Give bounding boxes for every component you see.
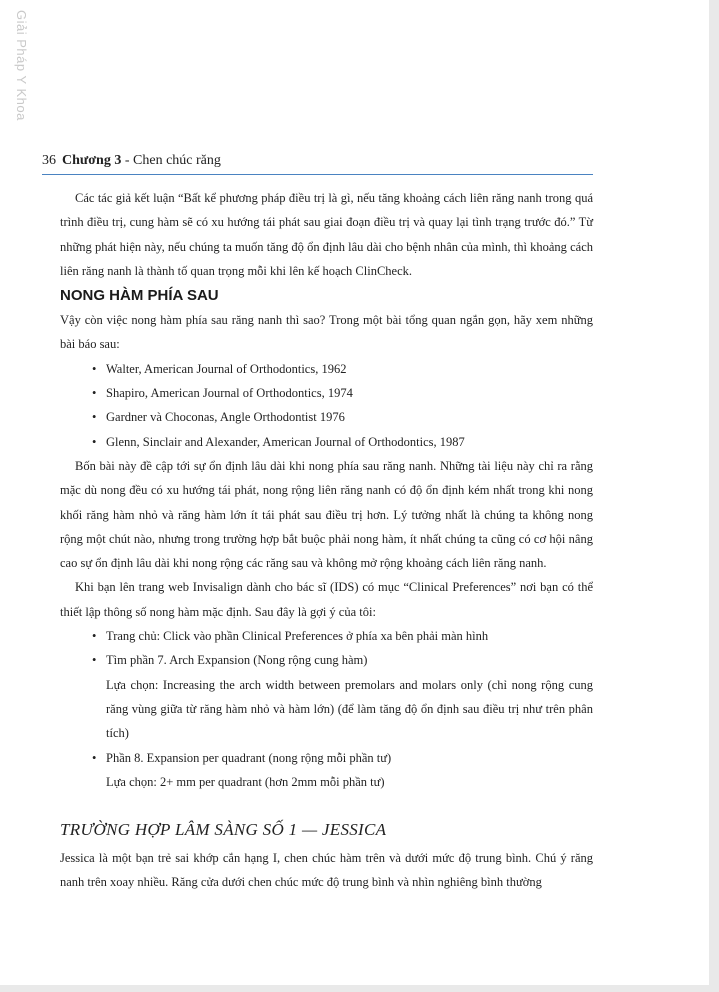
reference-item: • Glenn, Sinclair and Alexander, American Journal of Orthodontics, 1987 <box>106 430 593 454</box>
page-body <box>60 186 593 895</box>
header-rule <box>42 174 593 175</box>
paragraph-conclusion: Các tác giả kết luận “Bất kể phương pháp điều trị là gì, nếu tăng khoảng cách liên răng nanh trong quá trình điều trị, cung hàm sẽ có xu hướng tái phát sau giai đoạn điều trị và quay lại tình trạng trước đó.” Từ những phát hiện này, nếu chúng ta muốn tăng độ ổn định lâu dài cho bệnh nhân của mình, thì khoảng cách liên răng nanh là thành tố quan trọng mỗi khi lên kế hoạch ClinCheck. <box>60 191 593 278</box>
settings-item-arch-expansion: • Tìm phần 7. Arch Expansion (Nong rộng cung hàm) <box>106 648 593 672</box>
page-header <box>42 153 592 169</box>
settings-list-continued <box>60 746 593 770</box>
expansion-per-quadrant-choice: Lựa chọn: 2+ mm per quadrant (hơn 2mm mỗi phần tư) <box>106 774 385 789</box>
chapter-title: Chen chúc răng <box>133 153 221 168</box>
reference-item: • Walter, American Journal of Orthodontics, 1962 <box>106 357 593 381</box>
section-heading-clinical-case: TRƯỜNG HỢP LÂM SÀNG SỐ 1 — JESSICA <box>60 820 387 840</box>
chapter-label: Chương 3 <box>62 153 122 168</box>
settings-list <box>60 624 593 673</box>
reference-list <box>60 357 593 454</box>
paragraph-stability: Bốn bài này đề cập tới sự ổn định lâu dài khi nong phía sau răng nanh. Những tài liệu này chỉ ra rằng mặc dù nong đều có xu hướng tái phát, nong rộng liên răng nanh có độ ổn định kém nhất trong khi nong khối răng hàm nhỏ và răng hàm lớn ít tái phát sau điều trị hơn. Lý tưởng nhất là chúng ta không nong rộng một chút nào, nhưng trong trường hợp bắt buộc phải nong hàm, ít nhất chúng ta cũng có cơ hội nâng cao sự ổn định lâu dài khi nong rộng các răng sau và không mở rộng khoảng cách liên răng nanh. <box>60 458 593 571</box>
section-heading-posterior-expansion: NONG HÀM PHÍA SAU <box>60 287 219 305</box>
arch-expansion-choice: Lựa chọn: Increasing the arch width between premolars and molars only (chỉ nong rộng cung răng vùng giữa từ răng hàm nhỏ và hàm lớn) (để làm tăng độ ổn định sau điều trị như trên phân tích) <box>106 677 593 741</box>
page-number: 36 <box>42 153 56 168</box>
paragraph-case-description: Jessica là một bạn trẻ sai khớp cắn hạng I, chen chúc hàm trên và dưới mức độ trung bình. Chú ý răng nanh trên xoay nhiều. Răng cửa dưới chen chúc mức độ trung bình và nhìn nghiêng bình thường <box>60 851 593 890</box>
paragraph-intro-review: Vậy còn việc nong hàm phía sau răng nanh thì sao? Trong một bài tổng quan ngắn gọn, hãy xem những bài báo sau: <box>60 313 593 352</box>
settings-item-expansion-per-quadrant: • Phần 8. Expansion per quadrant (nong rộng mỗi phần tư) <box>106 746 593 770</box>
paragraph-ids-preferences: Khi bạn lên trang web Invisalign dành cho bác sĩ (IDS) có mục “Clinical Preferences” nơi bạn có thể thiết lập thông số nong hàm mặc định. Sau đây là gợi ý của tôi: <box>60 580 593 619</box>
reference-item: • Shapiro, American Journal of Orthodontics, 1974 <box>106 381 593 405</box>
header-separator: - <box>121 153 134 168</box>
side-watermark: Giải Pháp Y Khoa <box>14 10 29 121</box>
reference-item: • Gardner và Choconas, Angle Orthodontist 1976 <box>106 405 593 429</box>
settings-item-homepage: • Trang chủ: Click vào phần Clinical Preferences ở phía xa bên phải màn hình <box>106 624 593 648</box>
